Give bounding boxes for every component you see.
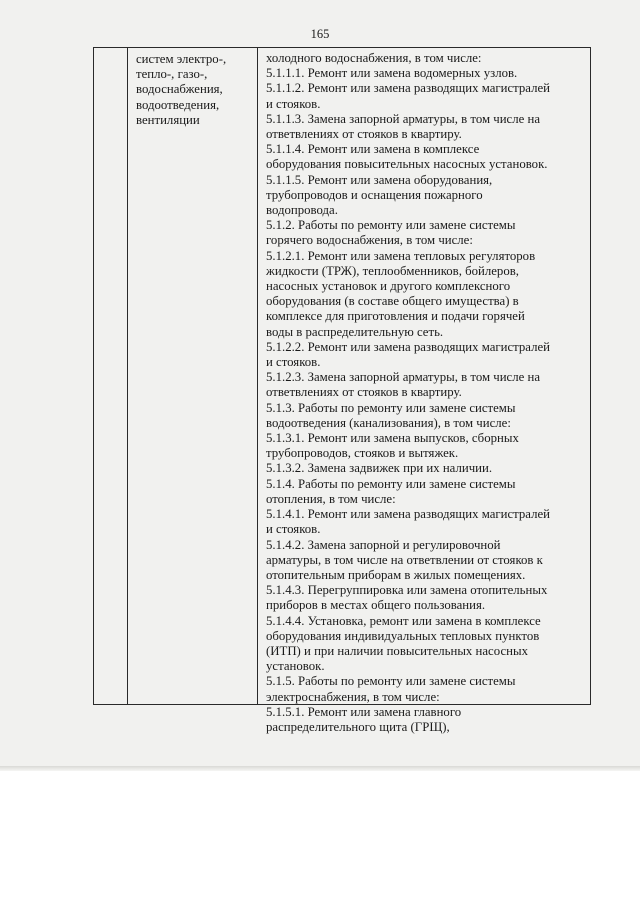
work-line: распределительного щита (ГРЩ),: [266, 719, 450, 734]
content-table: [93, 47, 591, 734]
work-line: 5.1.4. Работы по ремонту или замене системы: [266, 476, 516, 491]
work-line: 5.1.3.2. Замена задвижек при их наличии.: [266, 461, 493, 476]
work-line: отопления, в том числе:: [266, 491, 396, 506]
work-line: оборудования индивидуальных тепловых пунктов: [266, 628, 540, 643]
work-line: 5.1.1.1. Ремонт или замена водомерных узлов.: [266, 66, 518, 81]
work-line: холодного водоснабжения, в том числе:: [266, 51, 482, 65]
work-line: 5.1.4.3. Перегруппировка или замена отопительных: [266, 583, 548, 598]
work-line: 5.1.3. Работы по ремонту или замене системы: [266, 400, 516, 415]
work-line: приборов в местах общего пользования.: [266, 598, 486, 613]
work-line: ответвлениях от стояков в квартиру.: [266, 385, 462, 400]
work-line: (ИТП) и при наличии повысительных насосных: [266, 643, 528, 658]
work-line: горячего водоснабжения, в том числе:: [266, 233, 473, 248]
work-line: трубопроводов, стояков и вытяжек.: [266, 446, 459, 461]
work-line: 5.1.2.1. Ремонт или замена тепловых регуляторов: [266, 248, 536, 263]
work-line: оборудования (в составе общего имущества) в: [266, 294, 519, 309]
work-line: водопровода.: [266, 203, 338, 218]
work-line: 5.1.4.4. Установка, ремонт или замена в комплексе: [266, 613, 541, 628]
category-line: водоотведения,: [136, 97, 220, 112]
work-line: 5.1.4.2. Замена запорной и регулировочной: [266, 537, 501, 552]
column-divider-1: [127, 48, 128, 704]
page-number: 165: [310, 27, 330, 41]
category-line: водоснабжения,: [136, 82, 223, 97]
work-line: жидкости (ТРЖ), теплообменников, бойлеров,: [266, 263, 519, 278]
work-line: 5.1.3.1. Ремонт или замена выпусков, сборных: [266, 431, 519, 446]
work-line: 5.1.4.1. Ремонт или замена разводящих магистралей: [266, 507, 551, 522]
work-line: воды в распределительную сеть.: [266, 324, 444, 339]
work-line: арматуры, в том числе на ответвлении от стояков к: [266, 552, 543, 567]
work-line: водоотведения (канализования), в том числе:: [266, 415, 511, 430]
scan-edge: [0, 766, 640, 771]
system-category-cell: [130, 48, 256, 128]
work-line: 5.1.2. Работы по ремонту или замене системы: [266, 218, 516, 233]
work-line: электроснабжения, в том числе:: [266, 689, 440, 704]
column-divider-2: [257, 48, 258, 704]
work-line: трубопроводов и оснащения пожарного: [266, 187, 483, 202]
work-line: оборудования повысительных насосных установок.: [266, 157, 548, 172]
work-line: 5.1.5. Работы по ремонту или замене системы: [266, 674, 516, 689]
work-line: 5.1.1.3. Замена запорной арматуры, в том числе на: [266, 111, 541, 126]
work-line: 5.1.1.2. Ремонт или замена разводящих магистралей: [266, 81, 551, 96]
category-line: тепло-, газо-,: [136, 67, 208, 82]
work-line: установок.: [266, 659, 325, 674]
work-line: 5.1.5.1. Ремонт или замена главного: [266, 704, 462, 719]
category-line: систем электро-,: [136, 52, 227, 66]
work-line: отопительным приборам в жилых помещениях.: [266, 567, 526, 582]
work-line: и стояков.: [266, 522, 321, 537]
work-line: и стояков.: [266, 355, 321, 370]
work-line: насосных установок и другого комплексного: [266, 279, 511, 294]
work-line: 5.1.1.5. Ремонт или замена оборудования,: [266, 172, 493, 187]
work-line: 5.1.2.3. Замена запорной арматуры, в том числе на: [266, 370, 541, 385]
work-line: и стояков.: [266, 96, 321, 111]
work-line: комплексе для приготовления и подачи горячей: [266, 309, 525, 324]
category-line: вентиляции: [136, 112, 200, 127]
work-line: ответвлениях от стояков в квартиру.: [266, 127, 462, 142]
work-line: 5.1.1.4. Ремонт или замена в комплексе: [266, 142, 480, 157]
work-description-cell: [261, 48, 590, 735]
work-line: 5.1.2.2. Ремонт или замена разводящих магистралей: [266, 339, 551, 354]
